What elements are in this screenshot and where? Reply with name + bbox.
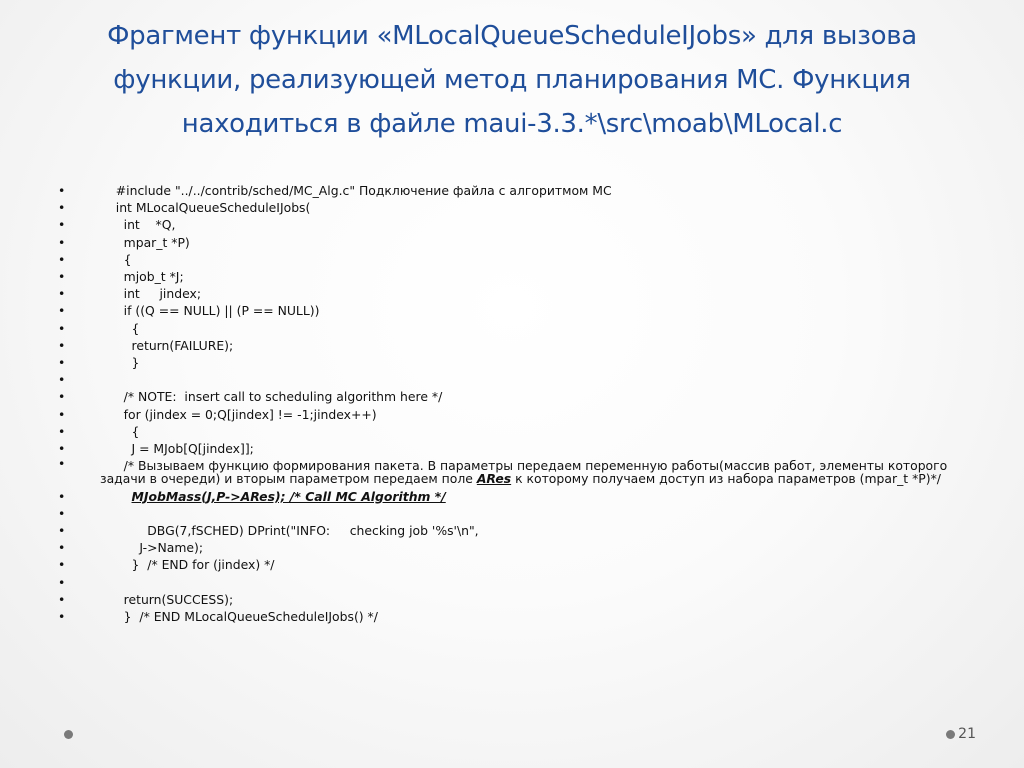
code-line: • } /* END MLocalQueueScheduleIJobs() */ — [58, 608, 958, 625]
code-line: • #include "../../contrib/sched/MC_Alg.c" Подключение файла с алгоритмом МС — [58, 182, 958, 199]
code-line: • } — [58, 354, 958, 371]
comment-text-before: /* Вызываем функцию формирования пакета. В параметры передаем переменную работы(массив работ, элементы которого задачи в очереди) и вторым параметром передаем поле — [100, 458, 952, 487]
code-bullet-list — [58, 182, 958, 625]
ares-emphasis: ARes — [476, 471, 512, 487]
code-line-empty — [58, 505, 958, 522]
code-line-empty — [58, 371, 958, 388]
code-line: • mpar_t *P) — [58, 234, 958, 251]
code-line: • { — [58, 320, 958, 337]
code-line: • { — [58, 423, 958, 440]
code-line: • /* NOTE: insert call to scheduling algorithm here */ — [58, 388, 958, 405]
code-line: • DBG(7,fSCHED) DPrint("INFO: checking job '%s'\n", — [58, 522, 958, 539]
code-line: • } /* END for (jindex) */ — [58, 556, 958, 573]
code-line: • int jindex; — [58, 285, 958, 302]
code-line: • return(SUCCESS); — [58, 591, 958, 608]
code-line: • return(FAILURE); — [58, 337, 958, 354]
code-line: • { — [58, 251, 958, 268]
footer-dot-right-icon — [946, 730, 955, 739]
code-line-empty — [58, 574, 958, 591]
mjobmass-call: MJobMass(J,P->ARes); /* Call MC Algorithm */ — [131, 488, 446, 504]
comment-text-after: к которому получаем доступ из набора параметров (mpar_t *P)*/ — [511, 471, 941, 487]
code-line: • J->Name); — [58, 539, 958, 556]
code-line: • if ((Q == NULL) || (P == NULL)) — [58, 302, 958, 319]
code-line: • int *Q, — [58, 216, 958, 233]
slide-title: Фрагмент функции «MLocalQueueScheduleIJobs» для вызова функции, реализующей метод планирования МС. Функция находиться в файле maui-3.3.*\src\moab\MLocal.c — [107, 21, 917, 139]
code-line: • for (jindex = 0;Q[jindex] != -1;jindex++) — [58, 406, 958, 423]
call-line — [58, 488, 958, 505]
page-number: 21 — [958, 726, 976, 742]
code-line: • int MLocalQueueScheduleIJobs( — [58, 199, 958, 216]
code-line: • mjob_t *J; — [58, 268, 958, 285]
code-line: • J = MJob[Q[jindex]]; — [58, 440, 958, 457]
footer-dot-left-icon — [64, 730, 73, 739]
comment-line — [58, 457, 958, 487]
